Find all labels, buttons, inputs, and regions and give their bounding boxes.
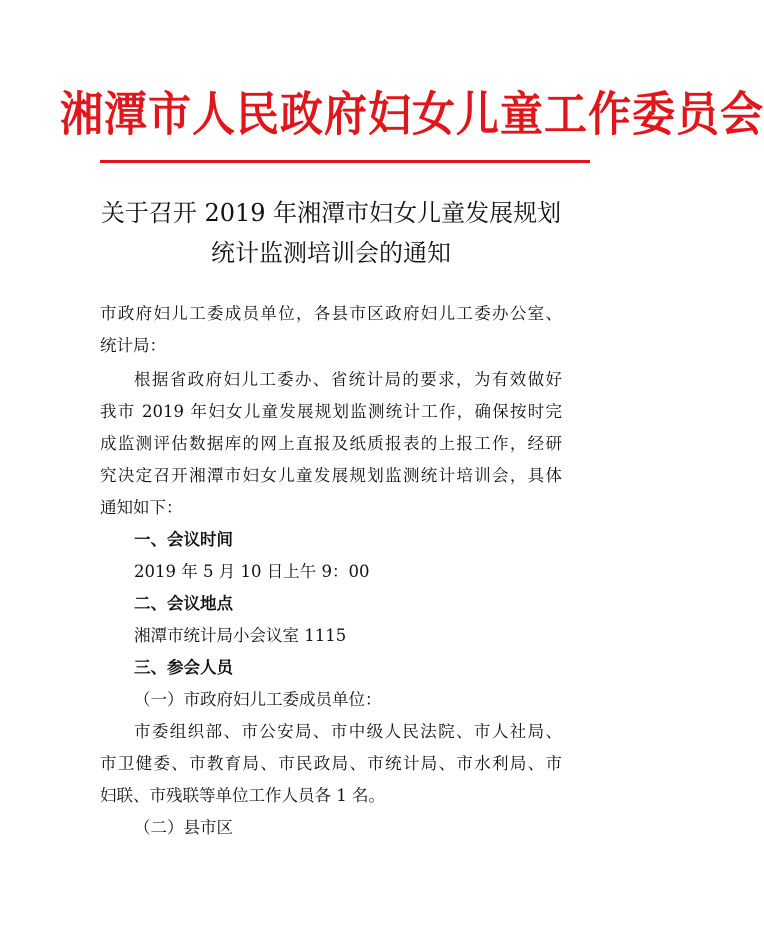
section-heading-time: 一、会议时间: [134, 530, 233, 549]
salutation-line-1: 市政府妇儿工委成员单位，各县市区政府妇儿工委办公室、: [100, 304, 562, 323]
red-header-rule: [100, 160, 590, 163]
intro-line-4: 究决定召开湘潭市妇女儿童发展规划监测统计培训会，具体: [100, 466, 562, 485]
attendees-line-3: 妇联、市残联等单位工作人员各 1 名。: [100, 786, 385, 805]
meeting-location: 湘潭市统计局小会议室 1115: [134, 626, 347, 645]
section-heading-location: 二、会议地点: [134, 594, 233, 613]
attendees-line-2: 市卫健委、市教育局、市民政局、市统计局、市水利局、市: [100, 754, 562, 773]
salutation-line-2: 统计局：: [100, 336, 166, 355]
attendees-subheading-2: （二）县市区: [134, 818, 233, 837]
notice-title-line-2: 统计监测培训会的通知: [211, 239, 451, 267]
section-heading-attendees: 三、参会人员: [134, 658, 233, 677]
intro-line-3: 成监测评估数据库的网上直报及纸质报表的上报工作，经研: [100, 434, 562, 453]
intro-line-2: 我市 2019 年妇女儿童发展规划监测统计工作，确保按时完: [100, 402, 562, 421]
attendees-line-1: 市委组织部、市公安局、市中级人民法院、市人社局、: [134, 722, 562, 741]
notice-title-line-1: 关于召开 2019 年湘潭市妇女儿童发展规划: [100, 199, 562, 227]
meeting-time: 2019 年 5 月 10 日上午 9：00: [134, 562, 370, 581]
intro-line-1: 根据省政府妇儿工委办、省统计局的要求，为有效做好: [134, 370, 562, 389]
org-header: 湘潭市人民政府妇女儿童工作委员会: [60, 87, 764, 143]
intro-line-5: 通知如下：: [100, 498, 183, 517]
attendees-subheading-1: （一）市政府妇儿工委成员单位：: [134, 690, 382, 709]
